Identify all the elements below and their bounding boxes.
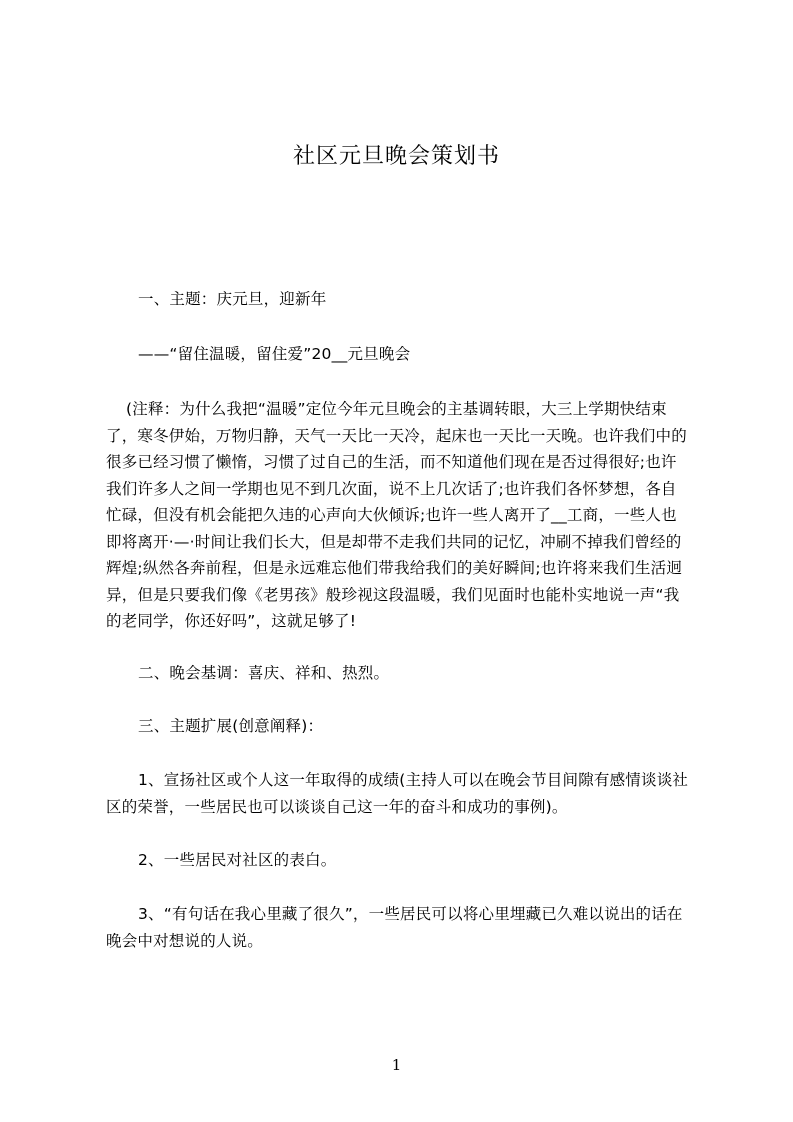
tone-heading: 二、晚会基调：喜庆、祥和、热烈。: [138, 664, 390, 682]
expansion-item-1: 1、宣扬社区或个人这一年取得的成绩(主持人可以在晚会节目间隙有感情谈谈社区的荣誉，一些居民也可以谈谈自己这一年的奋斗和成功的事例)。: [106, 771, 689, 816]
note-paragraph: (注释：为什么我把“温暖”定位今年元旦晚会的主基调转眼，大三上学期快结束了，寒冬伊始，万物归静，天气一天比一天冷，起床也一天比一天晚。也许我们中的很多已经习惯了懒惰，习惯了过自己的生活，而不知道他们现在是否过得很好;也许我们许多人之间一学期也见不到几次面，说不上几次话了;也许我们各怀梦想，各自忙碌，但没有机会能把久违的心声向大伙倾诉;也许一些人离开了__工商，一些人也即将离开·—·时间让我们长大，但是却带不走我们共同的记忆，冲刷不掉我们曾经的辉煌;纵然各奔前程，但是永远难忘他们带我给我们的美好瞬间;也许将来我们生活迥异，但是只要我们像《老男孩》般珍视这段温暖，我们见面时也能朴实地说一声“我的老同学，你还好吗”，这就足够了!: [106, 400, 687, 630]
expansion-item-3: 3、“有句话在我心里藏了很久”，一些居民可以将心里埋藏已久难以说出的话在晚会中对想说的人说。: [106, 905, 683, 950]
theme-subtitle: ——“留住温暖，留住爱”20__元旦晚会: [138, 345, 411, 363]
theme-heading: 一、主题：庆元旦，迎新年: [138, 290, 327, 308]
expansion-item-2: 2、一些居民对社区的表白。: [138, 851, 337, 869]
page-number: 1: [391, 1056, 402, 1074]
expansion-heading: 三、主题扩展(创意阐释)：: [138, 717, 324, 735]
document-title: 社区元旦晚会策划书: [292, 144, 500, 169]
